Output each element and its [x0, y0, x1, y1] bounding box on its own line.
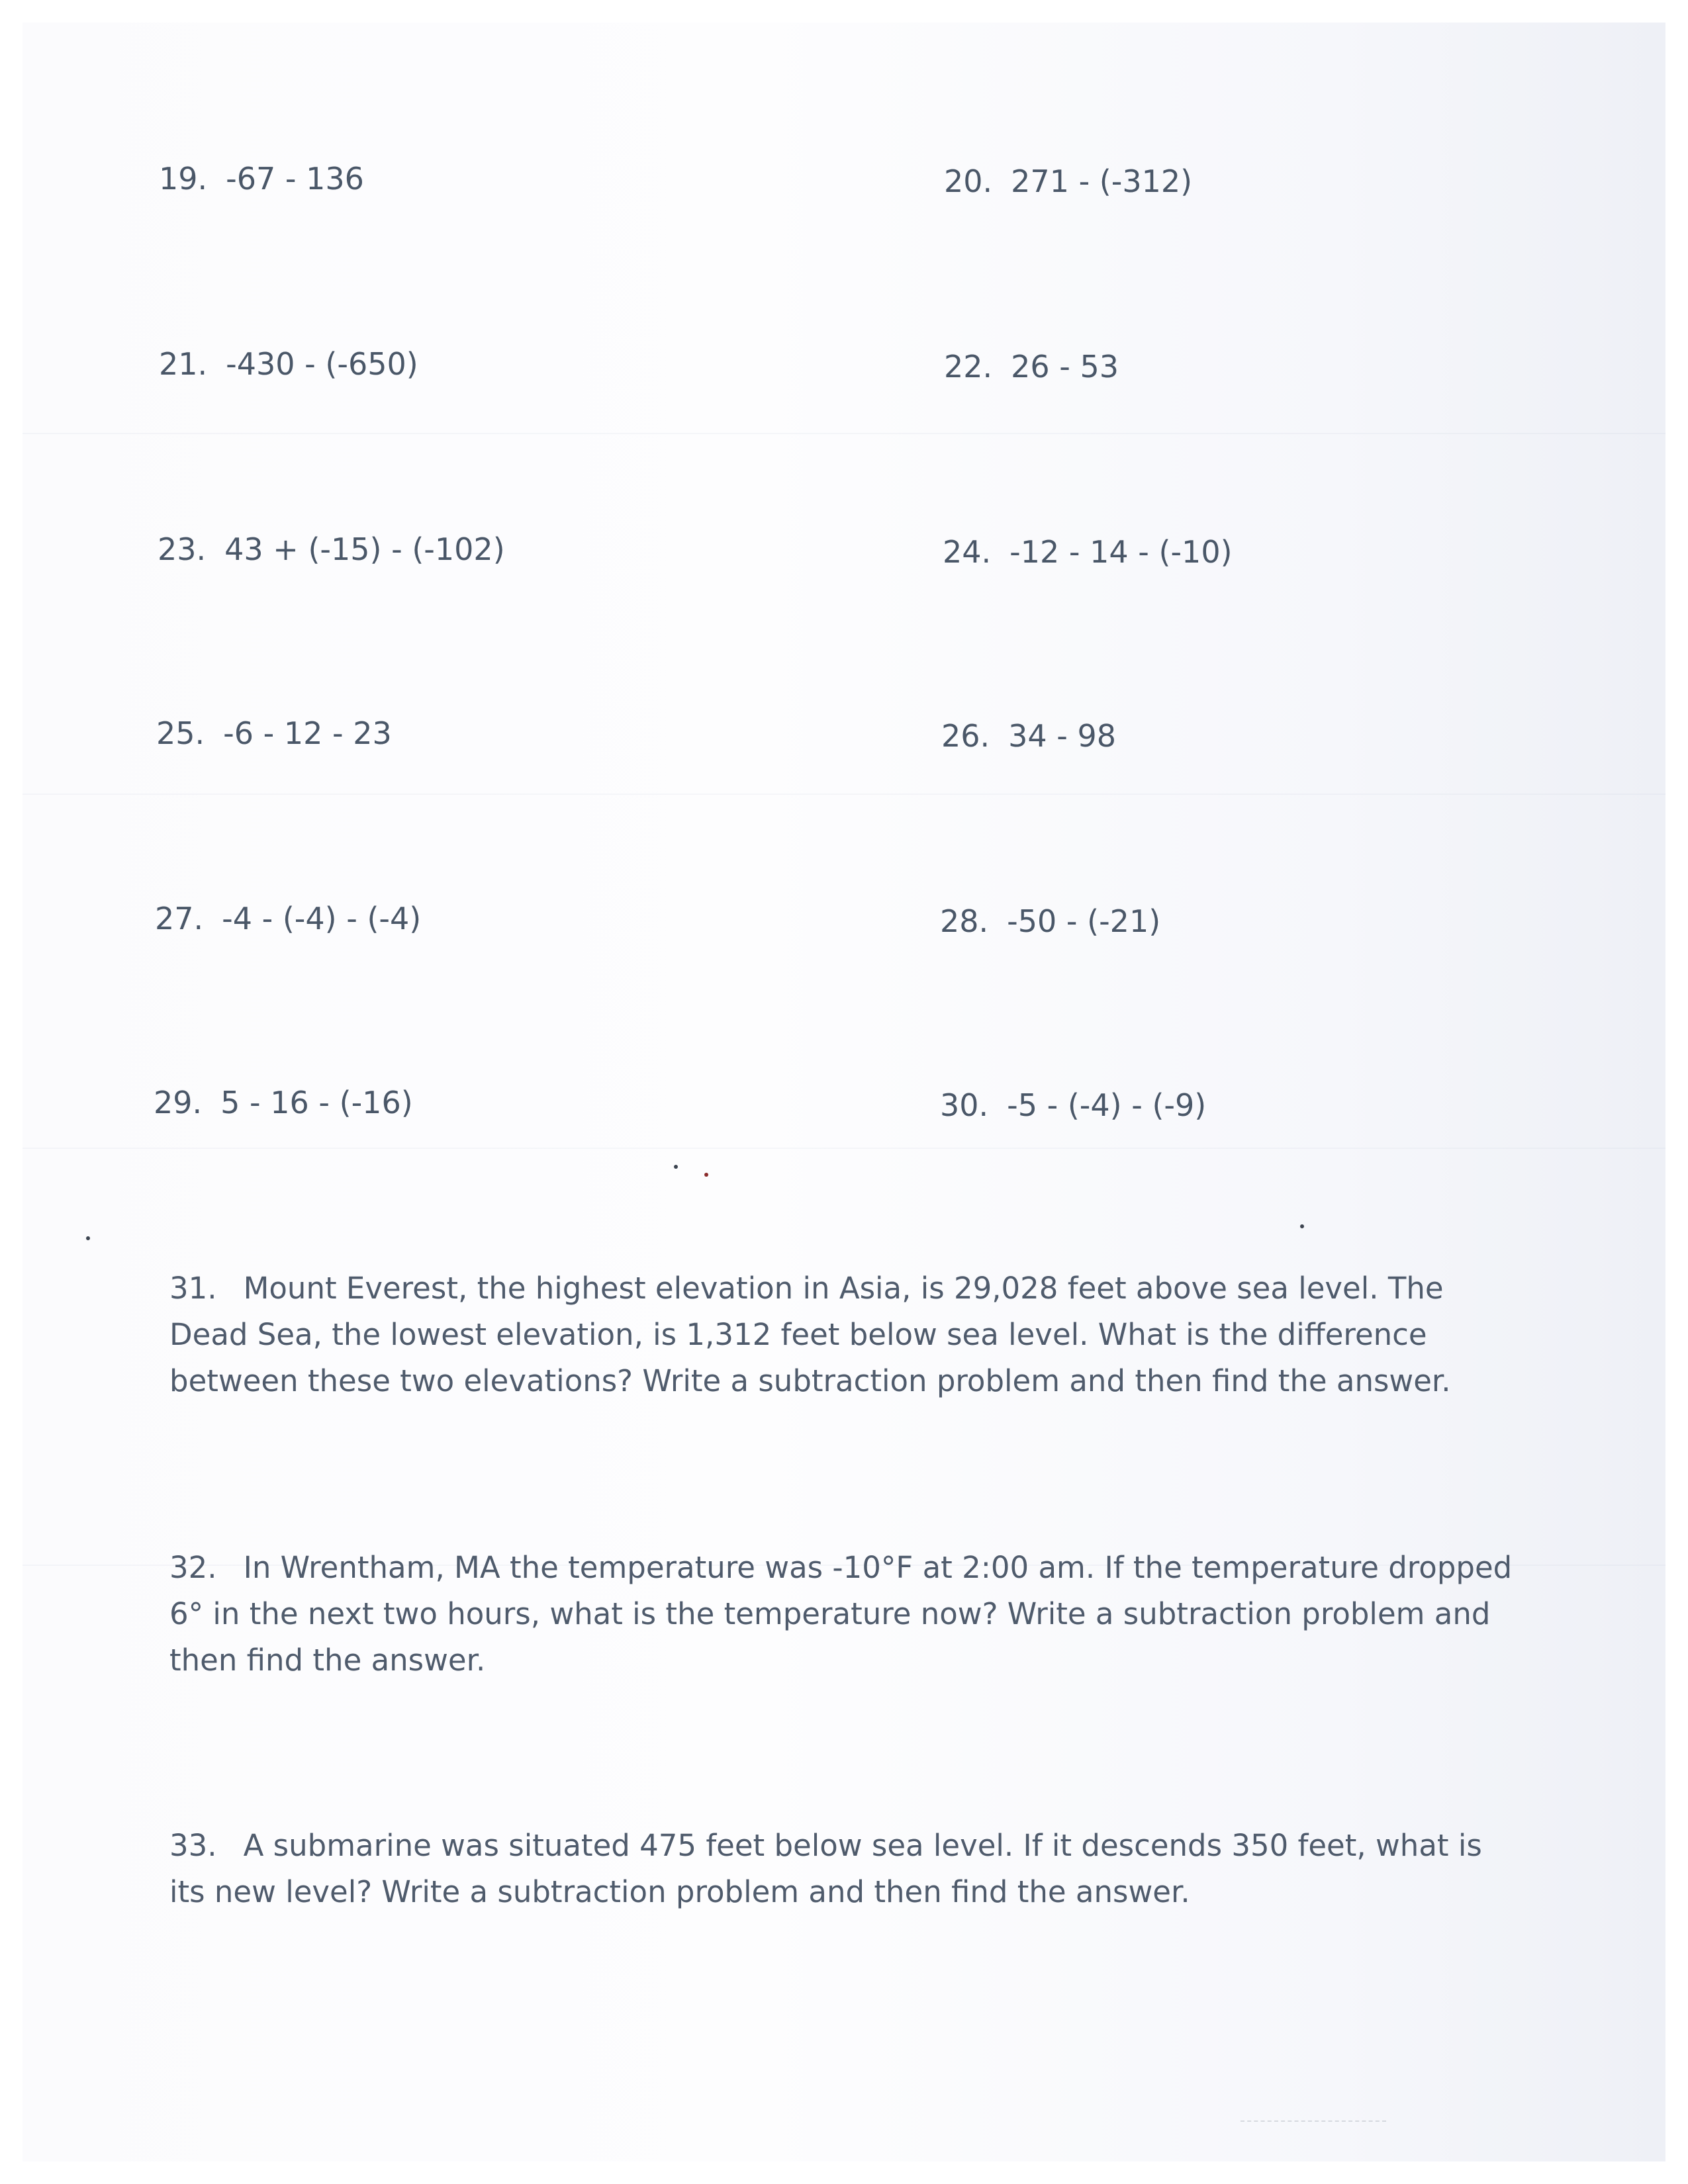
problem-28 — [940, 903, 1160, 940]
problem-23 — [158, 531, 505, 568]
problem-expression: 271 - (-312) — [1011, 163, 1193, 199]
scan-speck — [86, 1236, 90, 1240]
problem-expression: -4 - (-4) - (-4) — [222, 901, 422, 936]
problem-number: 23. — [158, 531, 207, 567]
problem-29 — [154, 1084, 413, 1121]
problem-text: In Wrentham, MA the temperature was -10°F at 2:00 am. If the temperature dropped 6° in the next two hours, what is the temperature now? Write a subtraction problem and then find the answer. — [169, 1550, 1513, 1678]
problem-21 — [159, 345, 418, 383]
problem-22 — [944, 348, 1119, 385]
word-problem-32 — [169, 1545, 1513, 1684]
problem-number: 29. — [154, 1085, 203, 1120]
problem-number: 27. — [155, 901, 204, 936]
problem-expression: -5 - (-4) - (-9) — [1007, 1087, 1207, 1123]
problem-number: 32. — [169, 1550, 217, 1585]
problem-19 — [159, 160, 364, 197]
problem-expression: 34 - 98 — [1008, 718, 1117, 754]
problem-number: 24. — [943, 534, 992, 570]
problem-number: 22. — [944, 349, 993, 385]
problem-text: Mount Everest, the highest elevation in Asia, is 29,028 feet above sea level. The Dead Sea, the lowest elevation, is 1,312 feet below sea level. What is the difference between these two elevations? Write a subtraction problem and then find the answer. — [169, 1271, 1451, 1398]
problem-27 — [155, 900, 421, 937]
problem-expression: -67 - 136 — [226, 161, 364, 197]
scan-artifact — [1241, 2101, 1386, 2122]
scan-artifact — [23, 794, 1665, 795]
problem-expression: 26 - 53 — [1011, 349, 1119, 385]
problem-number: 25. — [156, 715, 205, 751]
scan-artifact — [23, 1148, 1665, 1149]
scan-artifact — [23, 433, 1665, 434]
problem-number: 31. — [169, 1271, 217, 1306]
word-problem-33 — [169, 1823, 1513, 1915]
problem-26 — [941, 717, 1116, 754]
scan-speck — [1300, 1224, 1304, 1228]
scan-speck — [674, 1165, 678, 1169]
problem-number: 26. — [941, 718, 990, 754]
problem-expression: -50 - (-21) — [1007, 903, 1161, 939]
problem-30 — [940, 1087, 1206, 1124]
problem-text: A submarine was situated 475 feet below sea level. If it descends 350 feet, what is its new level? Write a subtraction problem and then find the answer. — [169, 1828, 1482, 1909]
problem-24 — [943, 533, 1233, 570]
problem-25 — [156, 715, 392, 752]
problem-expression: -430 - (-650) — [226, 346, 418, 382]
problem-number: 33. — [169, 1828, 217, 1863]
problem-number: 19. — [159, 161, 208, 197]
scan-speck — [704, 1173, 708, 1177]
problem-number: 28. — [940, 903, 989, 939]
problem-expression: 5 - 16 - (-16) — [220, 1085, 413, 1120]
problem-expression: 43 + (-15) - (-102) — [224, 531, 505, 567]
problem-expression: -6 - 12 - 23 — [223, 715, 392, 751]
word-problem-31 — [169, 1265, 1513, 1404]
problem-number: 21. — [159, 346, 208, 382]
problem-expression: -12 - 14 - (-10) — [1009, 534, 1233, 570]
problem-number: 30. — [940, 1087, 989, 1123]
worksheet-page — [23, 23, 1665, 2161]
problem-20 — [944, 163, 1192, 200]
problem-number: 20. — [944, 163, 993, 199]
